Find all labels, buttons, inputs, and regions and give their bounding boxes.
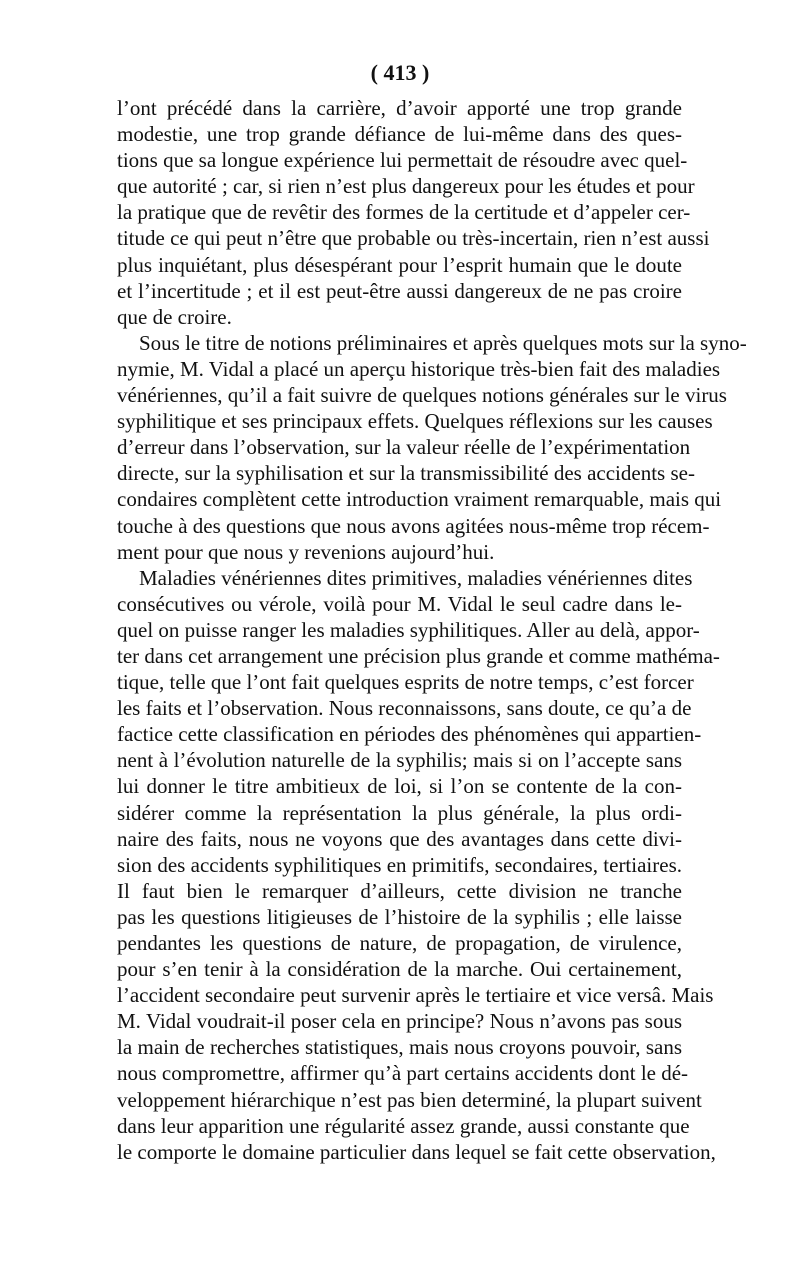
text-line: la main de recherches statistiques, mais nous croyons pouvoir, sans	[117, 1035, 682, 1060]
text-line: pas les questions litigieuses de l’histoire de la syphilis ; elle laisse	[117, 904, 682, 929]
text-line: nent à l’évolution naturelle de la syphilis; mais si on l’accepte sans	[117, 748, 682, 773]
text-line: naire des faits, nous ne voyons que des avantages dans cette divi-	[117, 826, 682, 851]
text-line: condaires complètent cette introduction vraiment remarquable, mais qui	[117, 487, 722, 512]
text-line: tique, telle que l’ont fait quelques esprits de notre temps, c’est forcer	[117, 670, 694, 695]
text-line: vénériennes, qu’il a fait suivre de quelques notions générales sur le virus	[117, 383, 727, 408]
text-line: factice cette classification en périodes des phénomènes qui appartien-	[117, 722, 702, 747]
text-line: nous compromettre, affirmer qu’à part certains accidents dont le dé-	[117, 1061, 689, 1086]
text-line: quel on puisse ranger les maladies syphilitiques. Aller au delà, appor-	[117, 617, 700, 642]
text-line: syphilitique et ses principaux effets. Quelques réflexions sur les causes	[117, 409, 713, 434]
text-line: le comporte le domaine particulier dans lequel se fait cette observation,	[117, 1139, 716, 1164]
text-line: M. Vidal voudrait-il poser cela en principe? Nous n’avons pas sous	[117, 1009, 682, 1034]
text-line: modestie, une trop grande défiance de lui-même dans des ques-	[117, 122, 682, 147]
text-line: directe, sur la syphilisation et sur la transmissibilité des accidents se-	[117, 461, 695, 486]
text-line: pour s’en tenir à la considération de la marche. Oui certainement,	[117, 957, 682, 982]
text-line: et l’incertitude ; et il est peut-être aussi dangereux de ne pas croire	[117, 278, 682, 303]
text-line: dans leur apparition une régularité assez grande, aussi constante que	[117, 1113, 690, 1138]
text-line: l’ont précédé dans la carrière, d’avoir apporté une trop grande	[117, 96, 682, 120]
text-line: titude ce qui peut n’être que probable ou très-incertain, rien n’est aussi	[117, 226, 710, 251]
text-line: lui donner le titre ambitieux de loi, si l’on se contente de la con-	[117, 774, 682, 799]
text-line: sion des accidents syphilitiques en primitifs, secondaires, tertiaires.	[117, 852, 682, 877]
text-line: ment pour que nous y revenions aujourd’hui.	[117, 539, 495, 564]
text-line: tions que sa longue expérience lui permettait de résoudre avec quel-	[117, 148, 688, 173]
paragraph	[117, 95, 710, 330]
text-line: que autorité ; car, si rien n’est plus dangereux pour les études et pour	[117, 174, 695, 199]
text-line: l’accident secondaire peut survenir après le tertiaire et vice versâ. Mais	[117, 983, 714, 1008]
text-line: veloppement hiérarchique n’est pas bien determiné, la plupart suivent	[117, 1087, 702, 1112]
text-line: pendantes les questions de nature, de propagation, de virulence,	[117, 931, 682, 955]
text-line: touche à des questions que nous avons agitées nous-même trop récem-	[117, 513, 710, 538]
text-line: Sous le titre de notions préliminaires et après quelques mots sur la syno-	[139, 330, 747, 355]
body-text	[117, 95, 747, 1165]
paragraph	[117, 565, 720, 1165]
text-line: plus inquiétant, plus désespérant pour l’esprit humain que le doute	[117, 252, 682, 277]
text-line: nymie, M. Vidal a placé un aperçu historique très-bien fait des maladies	[117, 356, 721, 381]
text-line: Maladies vénériennes dites primitives, maladies vénériennes dites	[139, 565, 693, 590]
text-line: d’erreur dans l’observation, sur la valeur réelle de l’expérimentation	[117, 435, 691, 460]
text-line: sidérer comme la représentation la plus générale, la plus ordi-	[117, 800, 682, 825]
paragraph	[117, 330, 747, 565]
text-line: les faits et l’observation. Nous reconnaissons, sans doute, ce qu’a de	[117, 696, 692, 721]
text-line: consécutives ou vérole, voilà pour M. Vidal le seul cadre dans le-	[117, 591, 682, 616]
page-number: ( 413 )	[370, 60, 430, 85]
text-line: Il faut bien le remarquer d’ailleurs, cette division ne tranche	[117, 878, 682, 903]
text-line: que de croire.	[117, 304, 232, 329]
text-line: la pratique que de revêtir des formes de la certitude et d’appeler cer-	[117, 200, 691, 225]
text-line: ter dans cet arrangement une précision plus grande et comme mathéma-	[117, 643, 720, 668]
